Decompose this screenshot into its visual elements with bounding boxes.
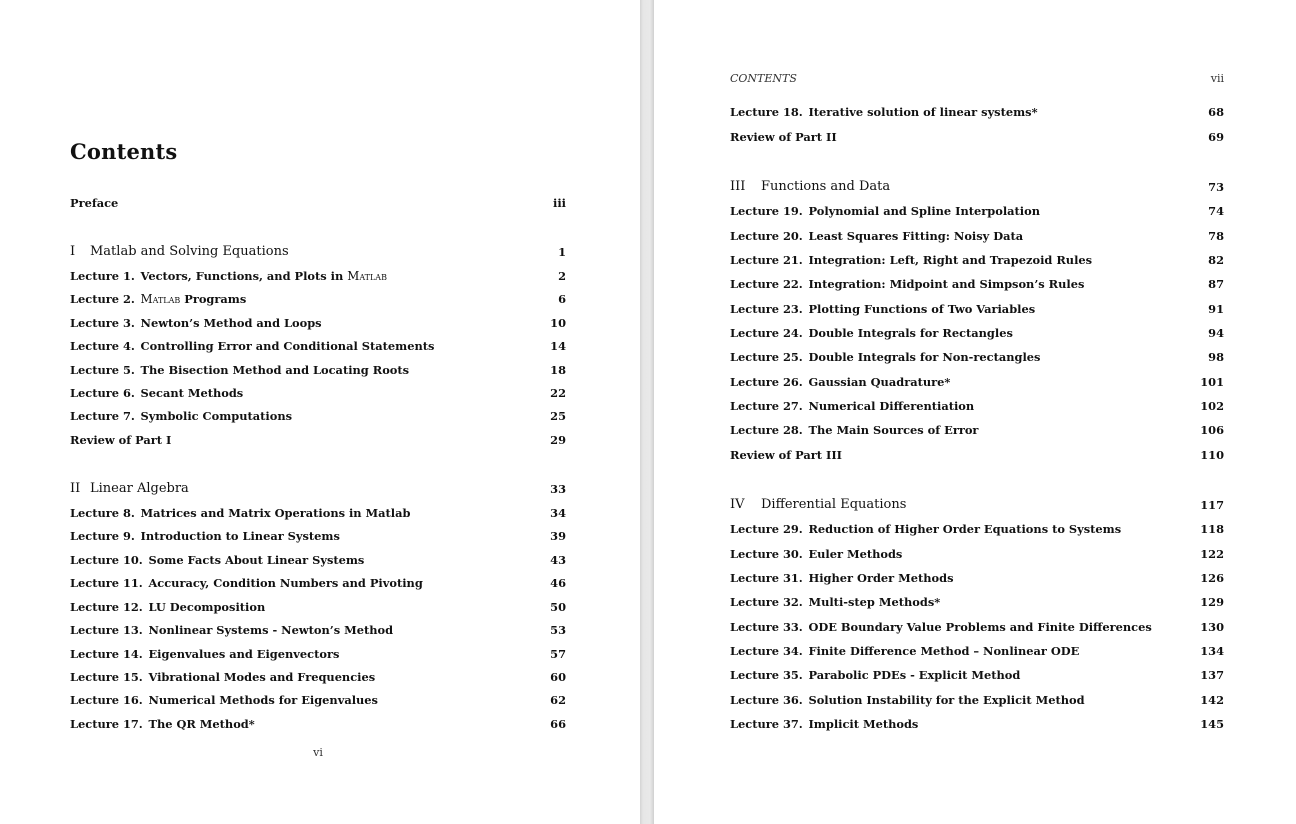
lecture-title: Controlling Error and Conditional Statements [140,339,435,353]
lecture-title: Secant Methods [140,386,244,400]
toc-lecture-entry[interactable] [70,337,566,355]
part-number: III [730,179,746,194]
page-ref: 53 [550,623,566,637]
toc-lecture-entry[interactable] [730,520,1224,538]
lecture-label: Lecture 12. [70,600,143,614]
lecture-title: Nonlinear Systems - Newton’s Method [148,623,394,637]
lecture-title: The Main Sources of Error [808,423,979,437]
lecture-label: Lecture 5. [70,363,135,377]
part-title: Differential Equations [761,497,907,512]
page-ref: 106 [1200,423,1224,437]
page-ref: 2 [558,269,566,283]
toc-lecture-entry[interactable] [70,598,566,616]
page-ref: 91 [1208,302,1224,316]
toc-lecture-entry[interactable] [730,373,1224,391]
page-ref: 29 [550,433,566,447]
running-head [730,72,1224,90]
page-ref: 10 [550,316,566,330]
lecture-title: Double Integrals for Rectangles [808,326,1013,340]
lecture-label: Lecture 4. [70,339,135,353]
lecture-label: Lecture 15. [70,670,143,684]
toc-part-entry[interactable] [730,178,1224,196]
page-ref: 82 [1208,253,1224,267]
lecture-label: Lecture 1. [70,269,135,283]
page-ref: 46 [550,576,566,590]
lecture-label: Lecture 3. [70,316,135,330]
lecture-label: Lecture 10. [70,553,143,567]
lecture-label: Lecture 23. [730,302,803,316]
page-ref: 74 [1208,204,1224,218]
lecture-label: Lecture 32. [730,595,803,609]
lecture-title: Gaussian Quadrature* [808,375,951,389]
lecture-title: Polynomial and Spline Interpolation [808,204,1040,218]
toc-lecture-entry[interactable] [70,715,566,733]
toc-lecture-entry[interactable] [730,618,1224,636]
part-number: II [70,481,81,496]
chapter-title: Review of Part III [730,448,842,462]
page-ref: 137 [1200,668,1224,682]
lecture-label: Lecture 30. [730,547,803,561]
lecture-title: LU Decomposition [148,600,266,614]
lecture-label: Lecture 11. [70,576,143,590]
lecture-label: Lecture 37. [730,717,803,731]
lecture-title: Integration: Left, Right and Trapezoid Rules [808,253,1093,267]
lecture-title: Multi-step Methods* [808,595,941,609]
page-number-left: vi [313,746,323,759]
lecture-label: Lecture 8. [70,506,135,520]
lecture-label: Lecture 26. [730,375,803,389]
toc-lecture-entry[interactable] [70,621,566,639]
page-ref: 134 [1200,644,1224,658]
lecture-label: Lecture 16. [70,693,143,707]
lecture-title: Vectors, Functions, and Plots in [140,269,344,283]
lecture-label: Lecture 28. [730,423,803,437]
page-ref: 122 [1200,547,1224,561]
lecture-title: Numerical Methods for Eigenvalues [148,693,378,707]
page-ref: 69 [1208,130,1224,144]
lecture-title: Integration: Midpoint and Simpson’s Rules [808,277,1085,291]
software-name: Matlab [347,269,387,283]
lecture-title: Numerical Differentiation [808,399,975,413]
toc-lecture-entry[interactable] [70,267,566,285]
lecture-label: Lecture 20. [730,229,803,243]
toc-lecture-entry[interactable] [730,691,1224,709]
page-ref: 102 [1200,399,1224,413]
page-gutter [640,0,654,824]
lecture-title: Some Facts About Linear Systems [148,553,365,567]
page-ref: 130 [1200,620,1224,634]
page-ref: 43 [550,553,566,567]
page-ref: 57 [550,647,566,661]
lecture-label: Lecture 13. [70,623,143,637]
lecture-title: ODE Boundary Value Problems and Finite Differences [808,620,1152,634]
lecture-label: Lecture 29. [730,522,803,536]
left-page [0,0,640,824]
toc-lecture-entry[interactable] [730,569,1224,587]
part-number: I [70,244,76,259]
page-ref: 6 [558,292,566,306]
lecture-title: Introduction to Linear Systems [140,529,340,543]
lecture-title: Plotting Functions of Two Variables [808,302,1036,316]
toc-lecture-entry[interactable] [730,642,1224,660]
page-ref: 98 [1208,350,1224,364]
part-title: Linear Algebra [90,481,189,496]
page-number-right: vii [1210,72,1224,85]
toc-lecture-entry[interactable] [70,645,566,663]
chapter-title: Review of Part II [730,130,837,144]
lecture-label: Lecture 2. [70,292,135,306]
toc-part-entry[interactable] [730,496,1224,514]
toc-lecture-entry[interactable] [730,715,1224,733]
lecture-title: Solution Instability for the Explicit Method [808,693,1085,707]
lecture-title: Implicit Methods [808,717,919,731]
page-ref: 73 [1208,180,1224,194]
page-ref: 126 [1200,571,1224,585]
toc-lecture-entry[interactable] [70,314,566,332]
page-ref: 1 [558,245,566,259]
lecture-title: Least Squares Fitting: Noisy Data [808,229,1024,243]
toc-lecture-entry[interactable] [730,324,1224,342]
page-ref: 18 [550,363,566,377]
lecture-title: Newton’s Method and Loops [140,316,322,330]
page-ref: 66 [550,717,566,731]
page-ref: 68 [1208,105,1224,119]
toc-lecture-entry[interactable] [70,691,566,709]
lecture-label: Lecture 34. [730,644,803,658]
lecture-title: Parabolic PDEs - Explicit Method [808,668,1021,682]
toc-lecture-entry[interactable] [730,103,1224,121]
lecture-label: Lecture 36. [730,693,803,707]
lecture-title: Reduction of Higher Order Equations to Systems [808,522,1122,536]
part-title: Functions and Data [761,179,891,194]
part-number: IV [730,497,745,512]
lecture-label: Lecture 27. [730,399,803,413]
toc-lecture-entry[interactable] [730,666,1224,684]
lecture-label: Lecture 7. [70,409,135,423]
toc-chapter-entry[interactable] [730,446,1224,464]
page-ref: 39 [550,529,566,543]
lecture-title: Euler Methods [808,547,903,561]
page-ref: 78 [1208,229,1224,243]
lecture-title: Vibrational Modes and Frequencies [148,670,376,684]
lecture-title: Symbolic Computations [140,409,293,423]
lecture-title: Programs [184,292,247,306]
lecture-title: Iterative solution of linear systems* [808,105,1038,119]
page-ref: 118 [1200,522,1224,536]
toc-lecture-entry[interactable] [70,407,566,425]
lecture-label: Lecture 31. [730,571,803,585]
toc-lecture-entry[interactable] [70,668,566,686]
page-ref: iii [553,196,566,210]
lecture-label: Lecture 18. [730,105,803,119]
lecture-title: Finite Difference Method – Nonlinear ODE [808,644,1080,658]
page-ref: 94 [1208,326,1224,340]
lecture-title: The QR Method* [148,717,255,731]
chapter-title: Review of Part I [70,433,172,447]
toc-lecture-entry[interactable] [730,202,1224,220]
lecture-label: Lecture 21. [730,253,803,267]
toc-part-entry[interactable] [70,480,566,498]
toc-lecture-entry[interactable] [70,527,566,545]
toc-lecture-entry[interactable] [730,545,1224,563]
lecture-label: Lecture 9. [70,529,135,543]
lecture-label: Lecture 25. [730,350,803,364]
lecture-label: Lecture 14. [70,647,143,661]
page-ref: 62 [550,693,566,707]
page-ref: 60 [550,670,566,684]
toc-lecture-entry[interactable] [730,593,1224,611]
lecture-title: The Bisection Method and Locating Roots [140,363,410,377]
chapter-title: Preface [70,196,119,210]
lecture-title: Double Integrals for Non-rectangles [808,350,1041,364]
lecture-label: Lecture 22. [730,277,803,291]
toc-lecture-entry[interactable] [730,251,1224,269]
lecture-label: Lecture 33. [730,620,803,634]
toc-lecture-entry[interactable] [70,551,566,569]
toc-lecture-entry[interactable] [730,275,1224,293]
lecture-title: Eigenvalues and Eigenvectors [148,647,340,661]
page-ref: 34 [550,506,566,520]
page-title: Contents [70,139,178,164]
toc-lecture-entry[interactable] [730,348,1224,366]
toc-lecture-entry[interactable] [70,574,566,592]
toc-lecture-entry[interactable] [70,361,566,379]
page-ref: 142 [1200,693,1224,707]
part-title: Matlab and Solving Equations [90,244,289,259]
lecture-title: Accuracy, Condition Numbers and Pivoting [148,576,423,590]
page-ref: 50 [550,600,566,614]
lecture-label: Lecture 17. [70,717,143,731]
page-ref: 33 [550,482,566,496]
right-page [654,0,1296,824]
page-ref: 145 [1200,717,1224,731]
toc-part-entry[interactable] [70,243,566,261]
page-ref: 129 [1200,595,1224,609]
page-ref: 110 [1200,448,1224,462]
toc-lecture-entry[interactable] [730,421,1224,439]
page-ref: 117 [1200,498,1224,512]
toc-chapter-entry[interactable] [730,128,1224,146]
toc-lecture-entry[interactable] [70,504,566,522]
lecture-title: Matrices and Matrix Operations in Matlab [140,506,411,520]
lecture-label: Lecture 24. [730,326,803,340]
page-ref: 101 [1200,375,1224,389]
toc-lecture-entry[interactable] [730,397,1224,415]
running-head-title: CONTENTS [730,72,797,85]
page-ref: 87 [1208,277,1224,291]
software-name: Matlab [140,292,181,306]
toc-lecture-entry[interactable] [70,384,566,402]
page-ref: 25 [550,409,566,423]
toc-lecture-entry[interactable] [730,300,1224,318]
page-ref: 14 [550,339,566,353]
toc-lecture-entry[interactable] [70,290,566,308]
lecture-title: Higher Order Methods [808,571,954,585]
lecture-label: Lecture 6. [70,386,135,400]
toc-chapter-entry[interactable] [70,194,566,212]
lecture-label: Lecture 35. [730,668,803,682]
toc-lecture-entry[interactable] [730,227,1224,245]
lecture-label: Lecture 19. [730,204,803,218]
toc-chapter-entry[interactable] [70,431,566,449]
page-ref: 22 [550,386,566,400]
